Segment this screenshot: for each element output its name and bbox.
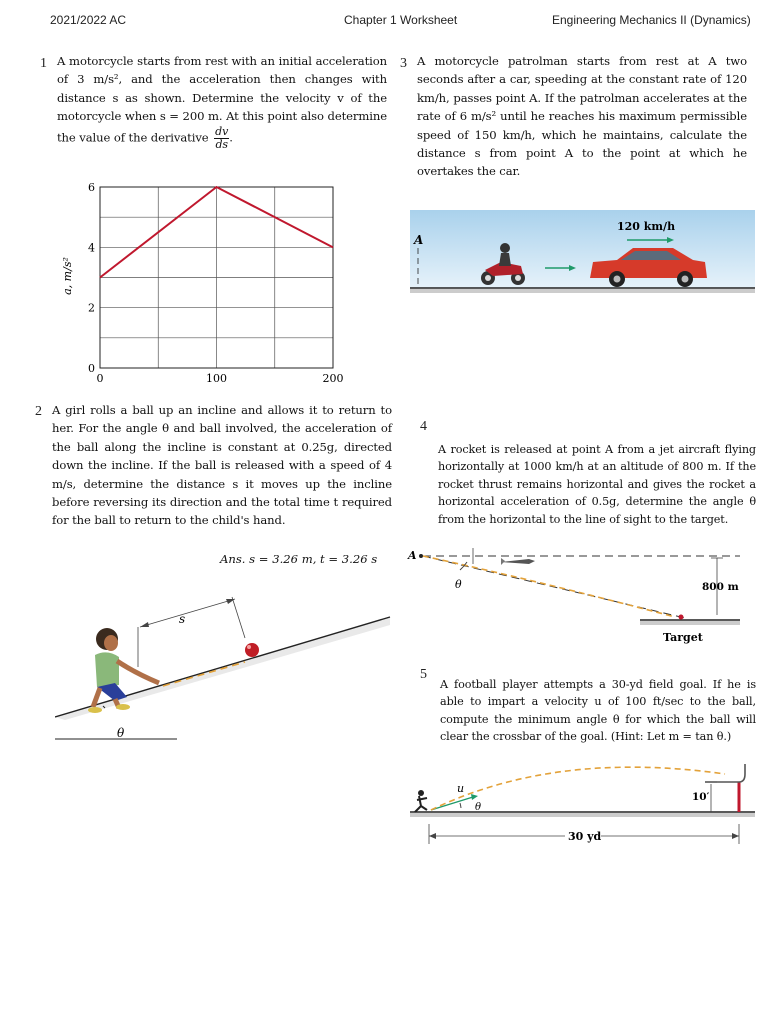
rocket-icon: [501, 558, 535, 565]
field-goal-figure: [405, 760, 760, 850]
motorcycle-car-figure: [405, 210, 760, 305]
x-tick-label: 0: [96, 372, 104, 385]
problem-2-text: A girl rolls a ball up an incline and allows it to return to her. For the angle θ and ball involved, the acceleration of the ball along the incline is constant at 0.25g, directed down the incline. If the ball is released with a speed of 4 m/s, determine the distance s it moves up the incline before reversing its direction and the total time t required for the ball to return to the child's hand.: [52, 403, 392, 528]
distance-label: 30 yd: [568, 830, 602, 843]
target-label: Target: [663, 631, 703, 644]
y-tick-label: 4: [88, 241, 95, 255]
problem-4-number: 4: [420, 419, 427, 434]
acceleration-chart: [55, 180, 355, 390]
problem-3-text: A motorcycle patrolman starts from rest at A two seconds after a car, speeding at the constant rate of 120 km/h, passes point A. If the patrolman accelerates at the rate of 6 m/s² until he reaches his maximum permissible speed of 150 km/h, which he maintains, calculate the distance s from point A to the point at which he overtakes the car.: [417, 54, 747, 179]
problem-1-number: 1: [40, 56, 47, 71]
altitude-label: 800 m: [702, 581, 739, 593]
chart-grid: [100, 187, 333, 368]
x-tick-label: 100: [206, 372, 227, 385]
target-icon: [679, 615, 684, 620]
incline-angle-label: θ: [117, 726, 125, 740]
rocket-figure: [405, 540, 760, 652]
distance-s-label: s: [179, 612, 186, 626]
incline-figure: [55, 575, 400, 750]
ball-icon: [245, 643, 259, 657]
y-tick-label: 0: [88, 362, 95, 375]
derivative-fraction: $\frac{dv}{ds}$: [215, 124, 229, 151]
problem-5-text: A football player attempts a 30-yd field goal. If he is able to impart a velocity u of 100 ft/sec to the ball, compute the minimum angle θ for which the ball will clear the crossbar of the goal. (Hint: Let m = tan θ.): [440, 678, 756, 744]
sight-angle-label: θ: [455, 578, 462, 591]
velocity-u-label: u: [457, 782, 465, 795]
problem-1-text: A motorcycle starts from rest with an initial acceleration of 3 m/s², and the acceleration then changes with distance s as shown. Determine the velocity v of the motorcycle when s = 200 m. At this point also determine the value of the derivative $\frac{dv}{ds}$ .: [57, 54, 387, 151]
problem-2-answer: Ans. s = 3.26 m, t = 3.26 s: [220, 552, 378, 566]
problem-3-number: 3: [400, 56, 407, 71]
problem-4-text: A rocket is released at point A from a jet aircraft flying horizontally at 1000 km/h at an altitude of 800 m. If the rocket thrust remains horizontal and gives the rocket a horizontal acceleration of 0.5g, determine the angle θ from the horizontal to the line of sight to the target.: [438, 443, 756, 526]
point-A-label: A: [414, 233, 424, 247]
problem-5-number: 5: [420, 667, 427, 682]
header-title: Chapter 1 Worksheet: [344, 13, 458, 27]
y-tick-label: 2: [88, 301, 95, 315]
header-course-year: 2021/2022 AC: [50, 13, 127, 27]
chart-y-axis-label: a, m/s²: [61, 257, 74, 295]
x-tick-label: 200: [322, 372, 344, 385]
crossbar-height-label: 10′: [692, 791, 710, 803]
car-speed-label: 120 km/h: [617, 220, 676, 233]
release-point-label: A: [408, 549, 417, 562]
chart-ticks: [88, 181, 344, 385]
problem-2-number: 2: [35, 404, 42, 419]
kicker-icon: [415, 790, 427, 812]
header-course-name: Engineering Mechanics II (Dynamics): [552, 13, 751, 27]
y-tick-label: 6: [88, 181, 95, 194]
kick-angle-label: θ: [475, 802, 482, 813]
